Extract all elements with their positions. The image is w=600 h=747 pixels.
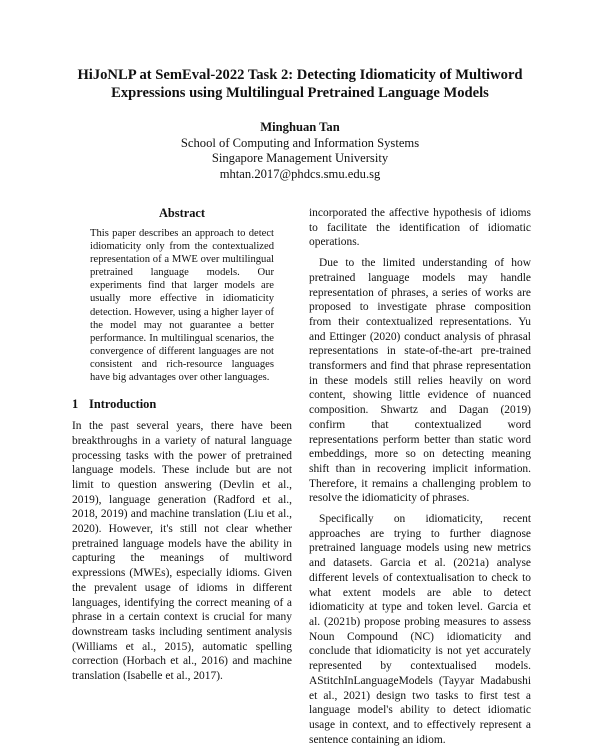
paper-title: HiJoNLP at SemEval-2022 Task 2: Detecting Idiomaticity of Multiword Expressions using Multilingual Pretrained Language Models [77, 67, 523, 101]
section-heading-introduction [72, 397, 292, 412]
abstract-heading: Abstract [158, 206, 206, 220]
left-column [72, 206, 292, 684]
section-number: 1 [72, 397, 79, 412]
intro-paragraph-1: In the past several years, there have been breakthroughs in a variety of natural language processing tasks with the power of pretrained language models. These include but are not limit to question answering (Devlin et al., 2019), language generation (Radford et al., 2018, 2019) and machine translation (Liu et al., 2020). However, it's still not clear whether pretrained language models have the ability in capturing the meanings of multiword expressions (MWEs), especially idioms. Given the prevalent usage of idioms in different languages, identifying the correct meaning of a phrase in a certain context is crucial for many downstream tasks including sentiment analysis (Williams et al., 2015), automatic spelling correction (Horbach et al., 2016) and machine translation (Isabelle et al., 2017). [72, 420, 292, 683]
right-column [309, 206, 531, 747]
author-email: mhtan.2017@phdcs.smu.edu.sg [219, 166, 381, 181]
intro-paragraph-2: Due to the limited understanding of how pretrained language models may handle representation of phrases, a series of works are proposed to investigate phrase composition from their contextualized representations. Yu and Ettinger (2020) conduct analysis of phrasal representations in state-of-the-art pre-trained transformers and find that phrase representation in these models still relies heavily on word content, showing little evidence of nuanced composition. Shwartz and Dagan (2019) confirm that contextualized word representations perform better than static word embeddings, more so on detecting meaning shift than in recovering implicit information. Therefore, it remains a challenging problem to resolve the idiomaticity of phrases. [309, 257, 531, 505]
continued-paragraph: incorporated the affective hypothesis of idioms to facilitate the identification of idiomatic operations. [309, 207, 531, 249]
intro-paragraph-3: Specifically on idiomaticity, recent approaches are trying to further diagnose pretrained language models using new metrics and datasets. Garcia et al. (2021a) analyse different levels of contextualisation to check to what extent models are able to detect idiomaticity at type and token level. Garcia et al. (2021b) propose probing measures to assess Noun Compound (NC) idiomaticity and conclude that idiomaticity is not yet accurately represented by contextualised models. AStitchInLanguageModels (Tayyar Madabushi et al., 2021) design two tasks to first test a language model's ability to detect idiomatic usage in context, and to effectively represent a sentence containing an idiom. [309, 513, 531, 746]
abstract-text: This paper describes an approach to detect idiomaticity only from the contextualized representation of a MWE over multilingual pretrained language models. Our experiments find that larger models are usually more effective in idiomaticity detection. However, using a higher layer of the model may not guarantee a better performance. In multilingual scenarios, the convergence of different languages are not consistent and rich-resource languages have big advantages over other languages. [90, 228, 274, 384]
author-affiliation-university: Singapore Management University [211, 151, 389, 165]
section-title: Introduction [89, 397, 157, 412]
author-name: Minghuan Tan [260, 120, 340, 134]
author-affiliation-school: School of Computing and Information Systems [180, 135, 420, 150]
author-block [100, 120, 500, 182]
